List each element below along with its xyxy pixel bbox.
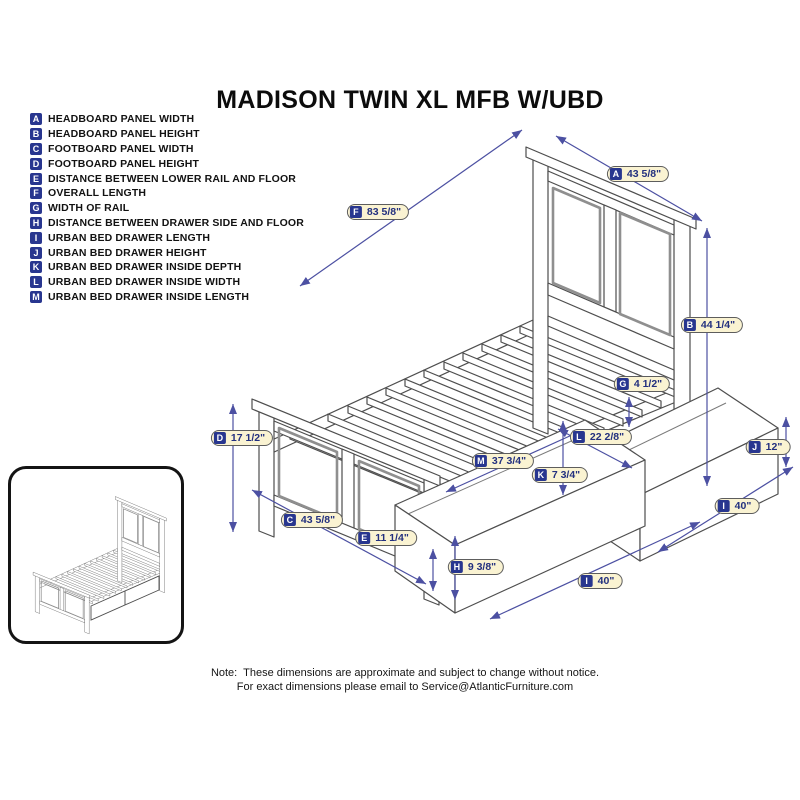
letter-badge: K	[30, 261, 42, 273]
legend-item: I URBAN BED DRAWER LENGTH	[30, 230, 304, 245]
letter-badge: I	[30, 232, 42, 244]
legend-item: E DISTANCE BETWEEN LOWER RAIL AND FLOOR	[30, 171, 304, 186]
dim-label-M: M 37 3/4"	[472, 453, 534, 469]
legend-item: B HEADBOARD PANEL HEIGHT	[30, 127, 304, 142]
letter-badge: J	[30, 247, 42, 259]
letter-badge: C	[30, 143, 42, 155]
letter-badge: B	[30, 128, 42, 140]
dim-label-E: E 11 1/4"	[355, 530, 417, 546]
legend-item: K URBAN BED DRAWER INSIDE DEPTH	[30, 260, 304, 275]
dim-label-I-bottom: I 40"	[578, 573, 623, 589]
inset-thumbnail-frame	[8, 466, 184, 644]
dim-label-H: H 9 3/8"	[448, 559, 504, 575]
letter-badge: K	[535, 469, 547, 481]
letter-badge: H	[30, 217, 42, 229]
inset-bed-drawing	[11, 469, 175, 635]
letter-badge: L	[573, 431, 585, 443]
dim-label-D: D 17 1/2"	[211, 430, 273, 446]
letter-badge: G	[30, 202, 42, 214]
legend-item: M URBAN BED DRAWER INSIDE LENGTH	[30, 290, 304, 305]
letter-badge: B	[684, 319, 696, 331]
dim-label-C: C 43 5/8"	[281, 512, 343, 528]
letter-badge: A	[30, 113, 42, 125]
dim-label-B: B 44 1/4"	[681, 317, 743, 333]
letter-badge: F	[30, 187, 42, 199]
dim-label-A: A 43 5/8"	[607, 166, 669, 182]
letter-badge: M	[30, 291, 42, 303]
dim-label-F: F 83 5/8"	[347, 204, 409, 220]
page-title: MADISON TWIN XL MFB W/UBD	[216, 86, 604, 114]
legend-item: D FOOTBOARD PANEL HEIGHT	[30, 156, 304, 171]
letter-badge: I	[581, 575, 593, 587]
legend-item: F OVERALL LENGTH	[30, 186, 304, 201]
letter-badge: L	[30, 276, 42, 288]
letter-badge: E	[358, 532, 370, 544]
dim-label-L: L 22 2/8"	[570, 429, 632, 445]
letter-badge: D	[214, 432, 226, 444]
letter-badge: F	[350, 206, 362, 218]
dim-label-J: J 12"	[746, 439, 791, 455]
letter-badge: H	[451, 561, 463, 573]
legend-item: H DISTANCE BETWEEN DRAWER SIDE AND FLOOR	[30, 216, 304, 231]
letter-badge: E	[30, 173, 42, 185]
letter-badge: J	[749, 441, 761, 453]
legend-item: C FOOTBOARD PANEL WIDTH	[30, 142, 304, 157]
dim-label-K: K 7 3/4"	[532, 467, 588, 483]
letter-badge: D	[30, 158, 42, 170]
letter-badge: I	[718, 500, 730, 512]
note-line2: For exact dimensions please email to Service@AtlanticFurniture.com	[236, 681, 574, 693]
letter-badge: C	[284, 514, 296, 526]
footer-note	[0, 666, 800, 694]
dim-label-I-right: I 40"	[715, 498, 760, 514]
note-prefix: Note:	[210, 667, 238, 679]
letter-badge: A	[610, 168, 622, 180]
letter-badge: G	[617, 378, 629, 390]
legend-item: J URBAN BED DRAWER HEIGHT	[30, 245, 304, 260]
legend-item: A HEADBOARD PANEL WIDTH	[30, 112, 304, 127]
dim-label-G: G 4 1/2"	[614, 376, 670, 392]
letter-badge: M	[475, 455, 487, 467]
legend-item: G WIDTH OF RAIL	[30, 201, 304, 216]
legend-item: L URBAN BED DRAWER INSIDE WIDTH	[30, 275, 304, 290]
note-line1: These dimensions are approximate and subject to change without notice.	[243, 667, 600, 679]
